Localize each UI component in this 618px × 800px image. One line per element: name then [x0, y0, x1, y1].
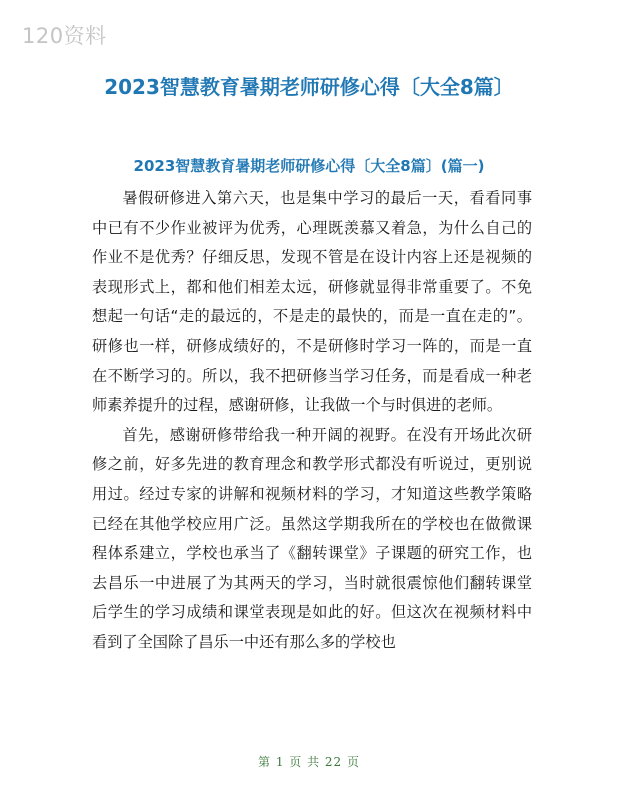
paragraph: 暑假研修进入第六天，也是集中学习的最后一天，看看同事中已有不少作业被评为优秀，心理既羡慕又着急，为什么自己的作业不是优秀？仔细反思，发现不管是在设计内容上还是视频的表现形式上，都和他们相差太远，研修就显得非常重要了。不免想起一句话“走的最远的，不是走的最快的，而是一直在走的”。研修也一样，研修成绩好的，不是研修时学习一阵的，而是一直在不断学习的。所以，我不把研修当学习任务，而是看成一种老师素养提升的过程，感谢研修，让我做一个与时俱进的老师。 — [92, 189, 532, 415]
section-title: 2023智慧教育暑期老师研修心得〔大全8篇〕(篇一) — [133, 157, 485, 175]
page-number-footer: 第 1 页 共 22 页 — [258, 755, 360, 769]
body-text — [92, 184, 532, 658]
watermark: 120资料 — [22, 24, 107, 48]
paragraph: 首先，感谢研修带给我一种开阔的视野。在没有开场此次研修之前，好多先进的教育理念和教学形式都没有听说过，更别说用过。经过专家的讲解和视频材料的学习，才知道这些教学策略已经在其他学校应用广泛。虽然这学期我所在的学校也在做微课程体系建立，学校也承当了《翻转课堂》子课题的研究工作，也去昌乐一中进展了为其两天的学习，当时就很震惊他们翻转课堂后学生的学习成绩和课堂表现是如此的好。但这次在视频材料中看到了全国除了昌乐一中还有那么多的学校也 — [92, 425, 532, 651]
document-title: 2023智慧教育暑期老师研修心得〔大全8篇〕 — [104, 75, 514, 99]
